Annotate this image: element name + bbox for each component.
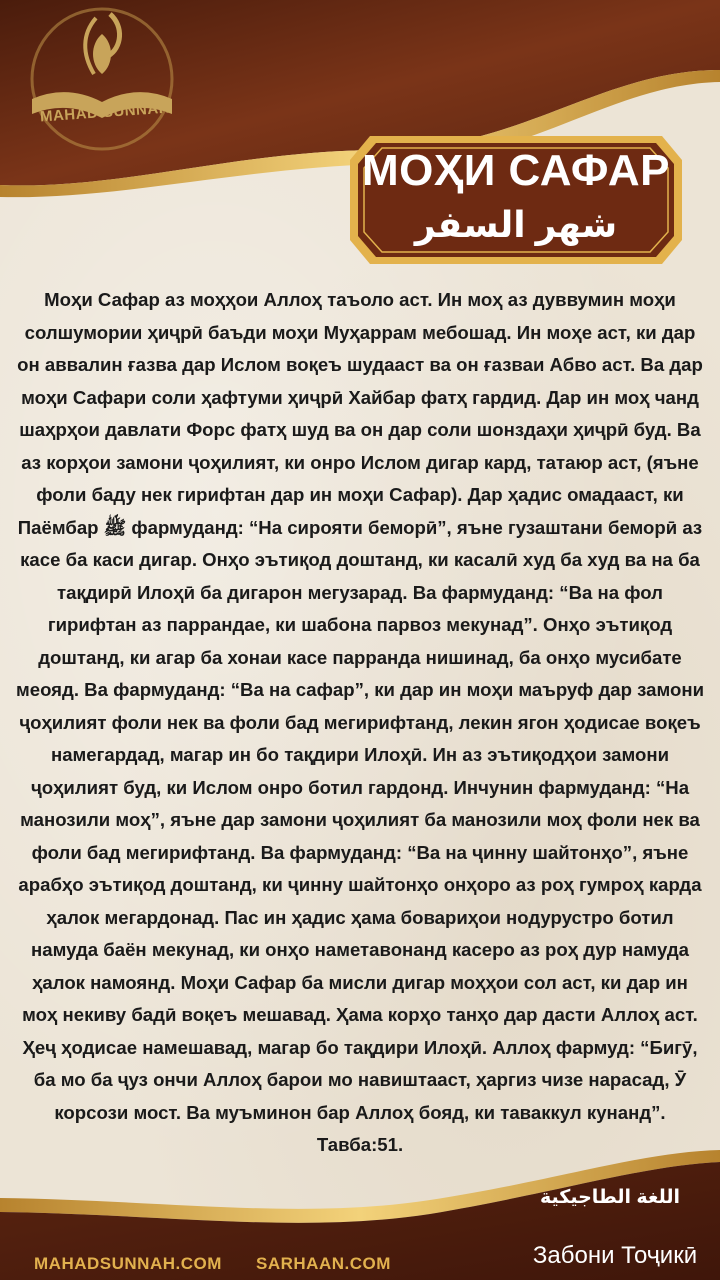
footer-language-arabic: اللغة الطاجيكية — [540, 1187, 680, 1208]
logo-text: MAHAD SUNNAH — [39, 99, 171, 126]
page-title: МОҲИ САФАР — [361, 146, 670, 195]
article-body — [12, 284, 708, 1162]
footer-site-mahadsunnah[interactable]: MAHADSUNNAH.COM — [34, 1254, 222, 1273]
footer-language-label: Забони Тоҷикӣ — [532, 1242, 698, 1269]
mahad-sunnah-logo — [12, 4, 192, 154]
quran-reference: Тавба:51. — [316, 1134, 404, 1155]
page-title-arabic: شهر السفر — [414, 204, 618, 245]
footer-site-sarhaan[interactable]: SARHAAN.COM — [256, 1254, 391, 1273]
article-text: Моҳи Сафар аз моҳҳои Аллоҳ таъоло аст. Ин моҳ аз дуввумин моҳи солшумории ҳиҷрӣ баъди моҳи Муҳаррам мебошад. Ин моҳе аст, ки дар он аввалин ғазва дар Ислом воқеъ шудааст ва он ғазваи Абво аст. Ва дар моҳи Сафари соли ҳафтуми ҳиҷрӣ Хайбар фатҳ гардид. Дар ин моҳ чанд шаҳрҳои давлати Форс фатҳ шуд ва он дар соли шонздаҳи ҳиҷрӣ буд. Ва аз корҳои замони ҷоҳилият, ки онро Ислом дигар кард, татаюр аст, (яъне фоли баду нек гирифтан дар ин моҳи Сафар). Дар ҳадис омадааст, ки Паёмбар ﷺ фармуданд: “На сирояти беморӣ”, яъне гузаштани беморӣ аз касе ба каси дигар. Онҳо эътиқод доштанд, ки касалӣ худ ба худ ва на ба тақдирӣ Илоҳӣ ба дигарон мегузарад. Ва фармуданд: “Ва на фол гирифтан аз паррандае, ки шабона парвоз мекунад”. Онҳо эътиқод доштанд, ки агар ба хонаи касе парранда нишинад, ба онҳо мусибате меояд. Ва фармуданд: “Ва на сафар”, ки дар ин моҳи маъруф дар замони ҷоҳилият фоли нек ва фоли бад мегирифтанд, лекин ягон ҳодисае воқеъ намегардад, магар ин бо тақдири Илоҳӣ. Ин аз эътиқодҳои замони ҷоҳилият буд, ки Ислом онро ботил гардонд. Инчунин фармуданд: “На манозили моҳ”, яъне дар замони ҷоҳилият ба манозили моҳ фоли нек ва фоли бад мегирифтанд. Ва фармуданд: “Ва на ҷинну шайтонҳо”, яъне арабҳо эътиқод доштанд, ки ҷинну шайтонҳо онҳоро аз роҳ гумроҳ карда ҳалок мегардонад. Пас ин ҳадис ҳама бовариҳои нодурустро ботил намуда баён мекунад, ки онҳо наметавонанд касеро аз роҳ дур намуда ҳалок намоянд. Моҳи Сафар ба мисли дигар моҳҳои сол аст, ки дар ин моҳ некиву бадӣ воқеъ мешавад. Ҳама корҳо танҳо дар дасти Аллоҳ аст. Ҳеҷ ҳодисае намешавад, магар бо тақдири Илоҳӣ. Аллоҳ фармуд: “Бигӯ, ба мо ба ҷуз ончи Аллоҳ барои мо навиштааст, ҳаргиз чизе нарасад, Ӯ корсози мост. Ва муъминон бар Аллоҳ бояд, ки таваккул кунанд”. — [15, 289, 705, 1123]
